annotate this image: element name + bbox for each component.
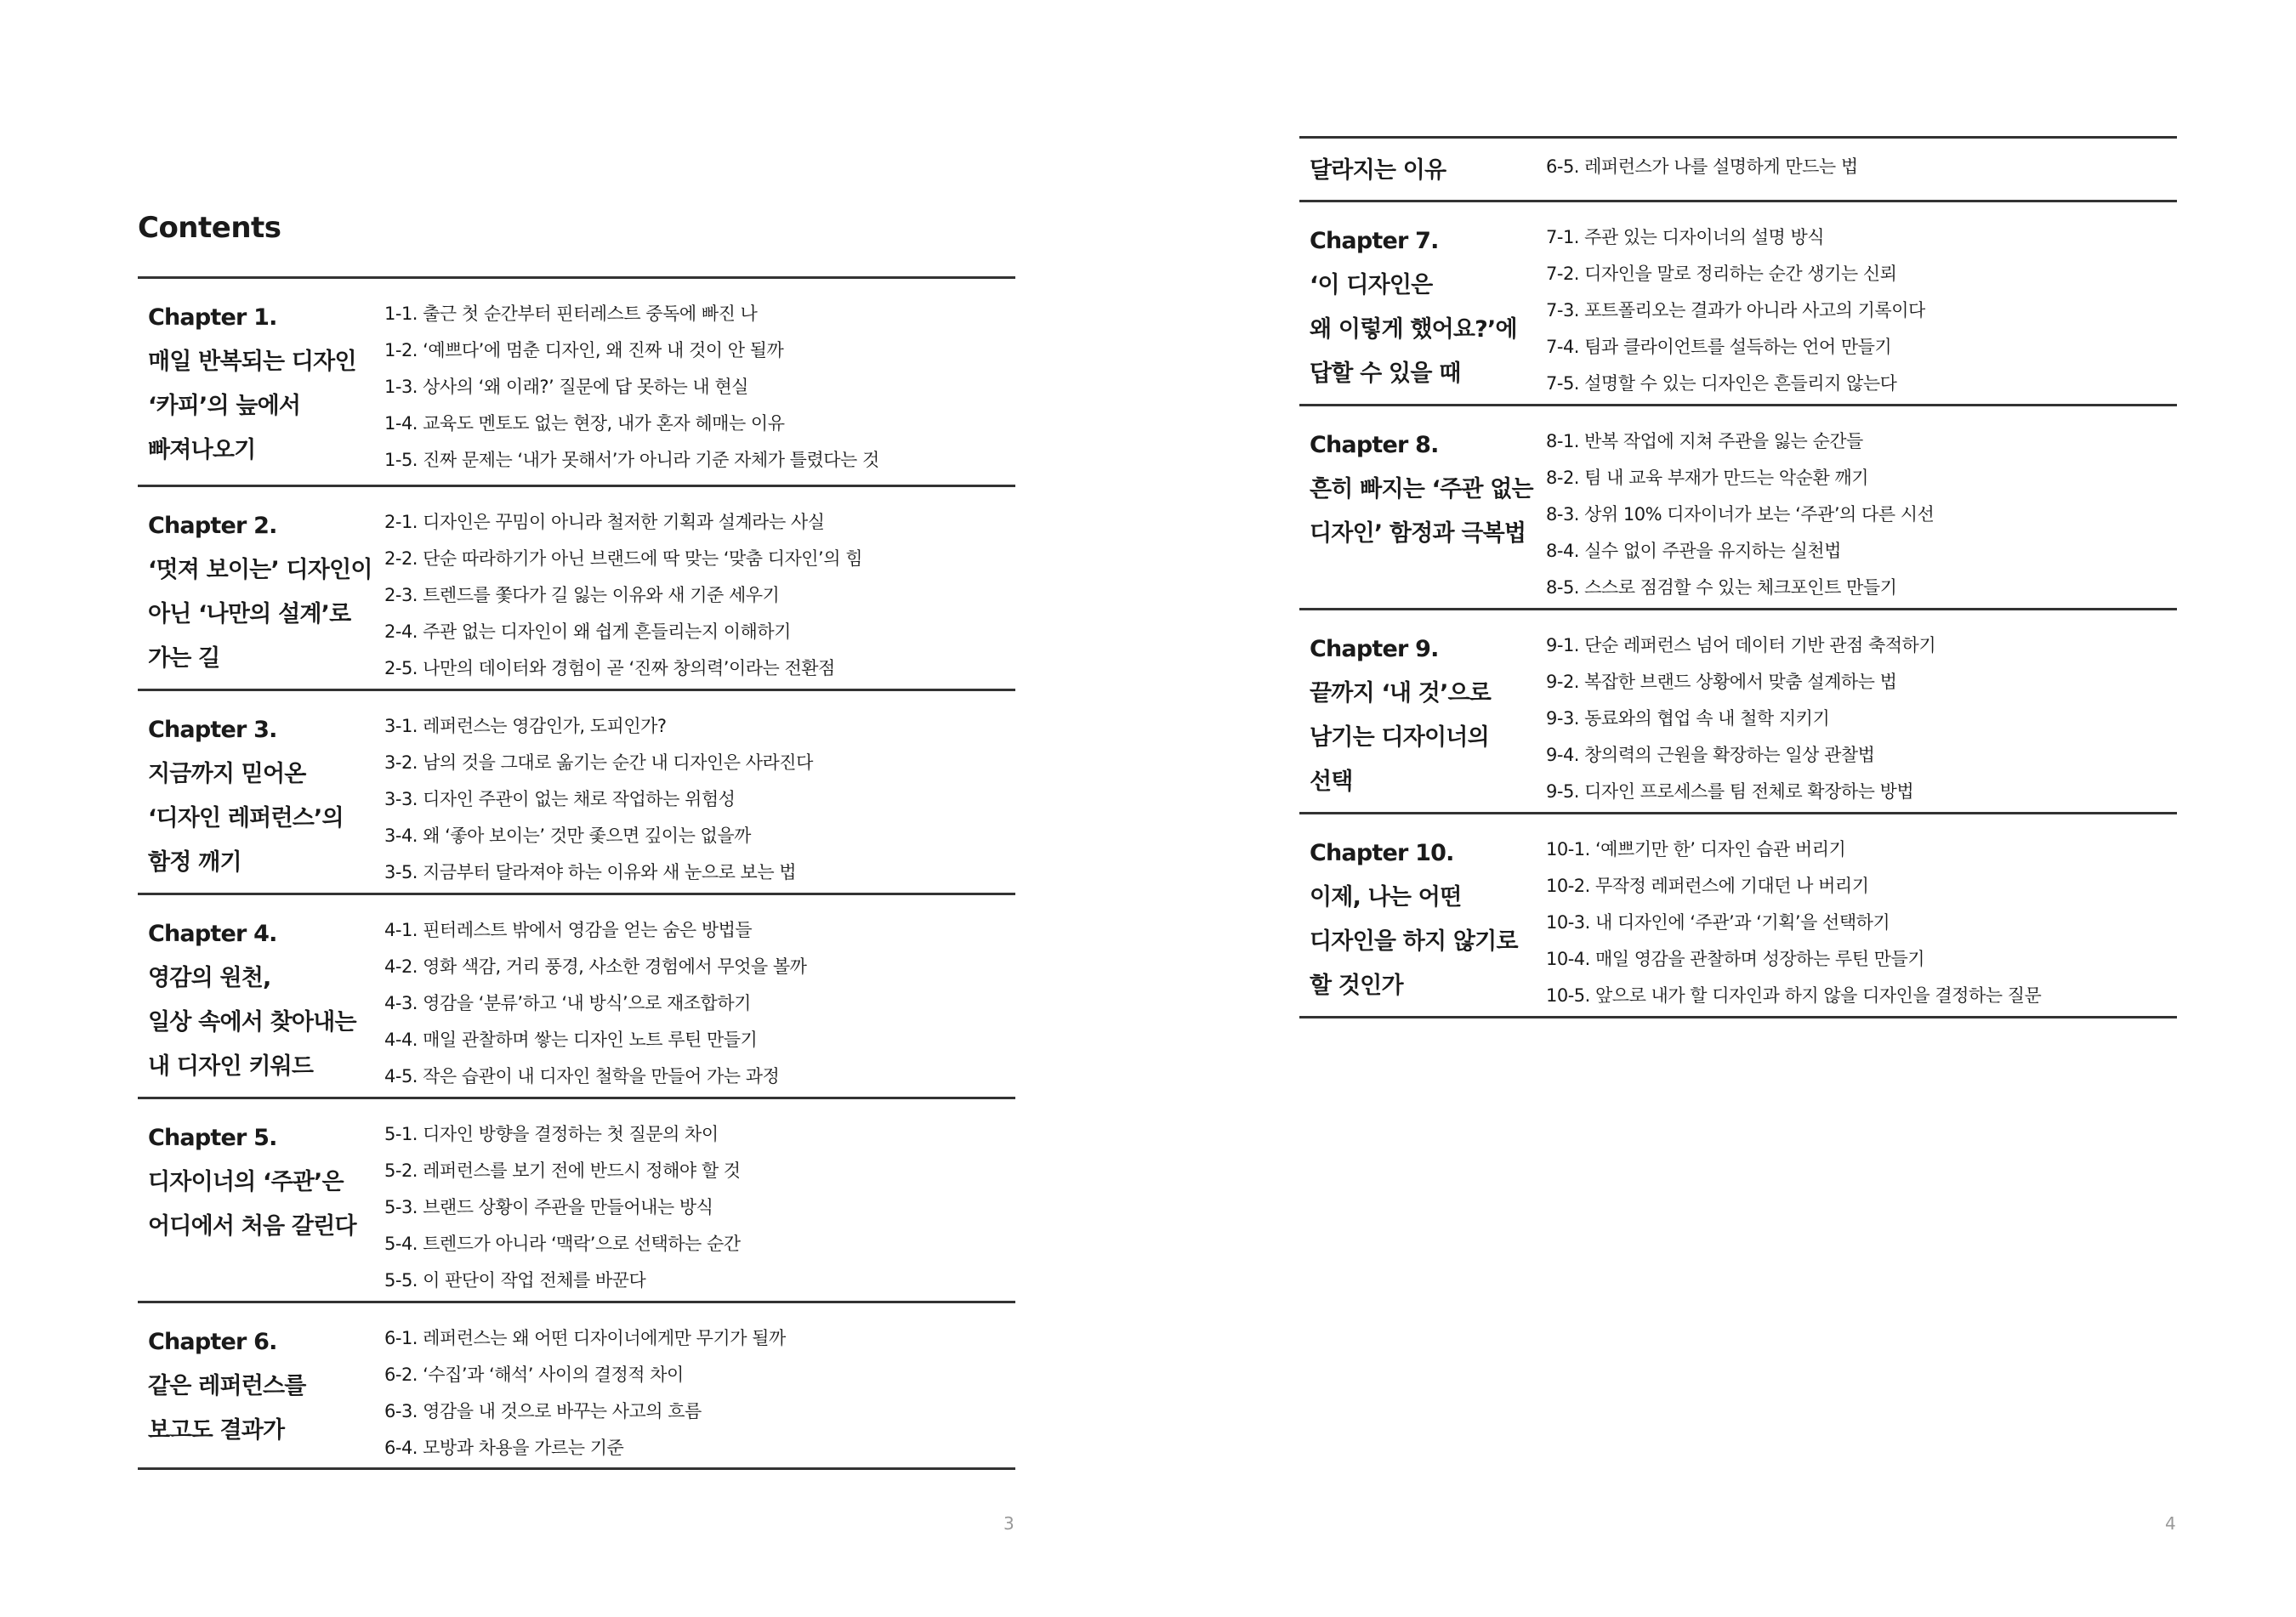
- section-item: 1-2. ‘예쁘다’에 멈춘 디자인, 왜 진짜 내 것이 안 될까: [384, 340, 784, 360]
- section-item: 10-3. 내 디자인에 ‘주관’과 ‘기획’을 선택하기: [1546, 912, 1890, 933]
- section-list: [1546, 627, 2177, 812]
- chapter-row: [138, 1303, 1015, 1470]
- section-list: [384, 504, 1015, 689]
- section-item: 3-1. 레퍼런스는 영감인가, 도피인가?: [384, 716, 667, 736]
- section-item: 3-3. 디자인 주관이 없는 채로 작업하는 위험성: [384, 789, 736, 809]
- chapter-title: Chapter 7. ‘이 디자인은 왜 이렇게 했어요?’에 답할 수 있을 때: [1310, 228, 1517, 387]
- section-list: [1546, 219, 2177, 404]
- section-list: [1546, 149, 2177, 200]
- section-item: 6-2. ‘수집’과 ‘해석’ 사이의 결정적 차이: [384, 1365, 684, 1385]
- chapter-title: Chapter 4. 영감의 원천, 일상 속에서 찾아내는 내 디자인 키워드: [148, 921, 356, 1080]
- section-list: [384, 296, 1015, 485]
- section-item: 1-4. 교육도 멘토도 없는 현장, 내가 혼자 헤매는 이유: [384, 413, 785, 434]
- section-item: 7-1. 주관 있는 디자이너의 설명 방식: [1546, 227, 1825, 247]
- section-item: 9-5. 디자인 프로세스를 팀 전체로 확장하는 방법: [1546, 781, 1914, 802]
- right-page: [1148, 0, 2296, 1617]
- table-of-contents-left: [138, 276, 1015, 1470]
- section-item: 8-3. 상위 10% 디자이너가 보는 ‘주관’의 다른 시선: [1546, 504, 1935, 525]
- chapter-title: Chapter 10. 이제, 나는 어떤 디자인을 하지 않기로 할 것인가: [1310, 840, 1518, 999]
- chapter-title: Chapter 1. 매일 반복되는 디자인 ‘카피’의 늪에서 빠져나오기: [148, 304, 356, 463]
- section-list: [384, 1320, 1015, 1467]
- section-item: 7-3. 포트폴리오는 결과가 아니라 사고의 기록이다: [1546, 300, 1925, 321]
- page-number: 3: [1003, 1513, 1014, 1534]
- chapter-row: [1299, 139, 2177, 202]
- chapter-row: [1299, 406, 2177, 610]
- section-item: 3-5. 지금부터 달라져야 하는 이유와 새 눈으로 보는 법: [384, 862, 797, 882]
- section-item: 9-1. 단순 레퍼런스 넘어 데이터 기반 관점 축적하기: [1546, 635, 1936, 655]
- section-item: 10-4. 매일 영감을 관찰하며 성장하는 루틴 만들기: [1546, 949, 1925, 969]
- section-item: 3-4. 왜 ‘좋아 보이는’ 것만 좇으면 깊이는 없을까: [384, 826, 751, 846]
- section-item: 4-1. 핀터레스트 밖에서 영감을 얻는 숨은 방법들: [384, 920, 753, 940]
- chapter-title: Chapter 9. 끝까지 ‘내 것’으로 남기는 디자이너의 선택: [1310, 636, 1492, 795]
- chapter-row: [1299, 202, 2177, 406]
- section-item: 7-2. 디자인을 말로 정리하는 순간 생기는 신뢰: [1546, 264, 1897, 284]
- chapter-row: [138, 279, 1015, 487]
- section-item: 9-4. 창의력의 근원을 확장하는 일상 관찰법: [1546, 745, 1875, 765]
- section-item: 8-1. 반복 작업에 지쳐 주관을 잃는 순간들: [1546, 431, 1863, 451]
- chapter-title: Chapter 3. 지금까지 믿어온 ‘디자인 레퍼런스’의 함정 깨기: [148, 717, 344, 876]
- table-of-contents-right: [1299, 136, 2177, 1018]
- chapter-row: [1299, 814, 2177, 1018]
- section-item: 3-2. 남의 것을 그대로 옮기는 순간 내 디자인은 사라진다: [384, 752, 813, 773]
- section-item: 5-4. 트렌드가 아니라 ‘맥락’으로 선택하는 순간: [384, 1234, 741, 1254]
- section-item: 1-3. 상사의 ‘왜 이래?’ 질문에 답 못하는 내 현실: [384, 377, 748, 397]
- section-item: 5-5. 이 판단이 작업 전체를 바꾼다: [384, 1270, 646, 1291]
- chapter-row: [1299, 610, 2177, 814]
- section-item: 8-5. 스스로 점검할 수 있는 체크포인트 만들기: [1546, 577, 1897, 598]
- section-item: 6-1. 레퍼런스는 왜 어떤 디자이너에게만 무기가 될까: [384, 1328, 786, 1348]
- section-item: 10-2. 무작정 레퍼런스에 기대던 나 버리기: [1546, 876, 1869, 896]
- chapter-title: 달라지는 이유: [1310, 157, 1446, 184]
- section-item: 4-4. 매일 관찰하며 쌓는 디자인 노트 루틴 만들기: [384, 1030, 758, 1050]
- section-item: 6-5. 레퍼런스가 나를 설명하게 만드는 법: [1546, 156, 1858, 177]
- section-item: 8-2. 팀 내 교육 부재가 만드는 악순환 깨기: [1546, 468, 1868, 488]
- section-item: 10-1. ‘예쁘기만 한’ 디자인 습관 버리기: [1546, 839, 1846, 860]
- section-item: 2-4. 주관 없는 디자인이 왜 쉽게 흔들리는지 이해하기: [384, 621, 791, 642]
- section-item: 5-3. 브랜드 상황이 주관을 만들어내는 방식: [384, 1197, 713, 1217]
- section-item: 9-2. 복잡한 브랜드 상황에서 맞춤 설계하는 법: [1546, 672, 1897, 692]
- page-number: 4: [2165, 1513, 2176, 1534]
- section-item: 5-2. 레퍼런스를 보기 전에 반드시 정해야 할 것: [384, 1160, 741, 1181]
- section-item: 9-3. 동료와의 협업 속 내 철학 지키기: [1546, 708, 1830, 729]
- chapter-title: Chapter 6. 같은 레퍼런스를 보고도 결과가: [148, 1329, 306, 1444]
- chapter-title: Chapter 2. ‘멋져 보이는’ 디자인이 아닌 ‘나만의 설계’로 가는 길: [148, 513, 372, 672]
- chapter-row: [138, 691, 1015, 895]
- chapter-row: [138, 487, 1015, 691]
- section-item: 4-5. 작은 습관이 내 디자인 철학을 만들어 가는 과정: [384, 1066, 780, 1087]
- section-item: 7-4. 팀과 클라이언트를 설득하는 언어 만들기: [1546, 337, 1892, 357]
- section-list: [384, 912, 1015, 1097]
- section-list: [384, 708, 1015, 893]
- contents-heading: Contents: [138, 211, 281, 245]
- section-item: 5-1. 디자인 방향을 결정하는 첫 질문의 차이: [384, 1124, 719, 1144]
- section-item: 8-4. 실수 없이 주관을 유지하는 실천법: [1546, 541, 1841, 561]
- section-item: 10-5. 앞으로 내가 할 디자인과 하지 않을 디자인을 결정하는 질문: [1546, 985, 2042, 1006]
- chapter-title: Chapter 5. 디자이너의 ‘주관’은 어디에서 처음 갈린다: [148, 1125, 356, 1240]
- section-item: 6-4. 모방과 차용을 가르는 기준: [384, 1438, 624, 1458]
- section-item: 7-5. 설명할 수 있는 디자인은 흔들리지 않는다: [1546, 373, 1897, 394]
- section-item: 2-1. 디자인은 꾸밈이 아니라 철저한 기획과 설계라는 사실: [384, 512, 825, 532]
- section-item: 2-3. 트렌드를 쫓다가 길 잃는 이유와 새 기준 세우기: [384, 585, 780, 605]
- section-item: 2-2. 단순 따라하기가 아닌 브랜드에 딱 맞는 ‘맞춤 디자인’의 힘: [384, 548, 862, 569]
- section-item: 4-3. 영감을 ‘분류’하고 ‘내 방식’으로 재조합하기: [384, 993, 751, 1013]
- section-list: [384, 1116, 1015, 1301]
- chapter-row: [138, 895, 1015, 1099]
- section-item: 6-3. 영감을 내 것으로 바꾸는 사고의 흐름: [384, 1401, 702, 1421]
- section-item: 4-2. 영화 색감, 거리 풍경, 사소한 경험에서 무엇을 볼까: [384, 956, 807, 977]
- section-list: [1546, 423, 2177, 608]
- section-item: 1-1. 출근 첫 순간부터 핀터레스트 중독에 빠진 나: [384, 304, 758, 324]
- section-list: [1546, 831, 2177, 1016]
- section-item: 1-5. 진짜 문제는 ‘내가 못해서’가 아니라 기준 자체가 틀렸다는 것: [384, 450, 879, 470]
- chapter-title: Chapter 8. 흔히 빠지는 ‘주관 없는 디자인’ 함정과 극복법: [1310, 432, 1533, 547]
- chapter-row: [138, 1099, 1015, 1303]
- section-item: 2-5. 나만의 데이터와 경험이 곧 ‘진짜 창의력’이라는 전환점: [384, 658, 835, 678]
